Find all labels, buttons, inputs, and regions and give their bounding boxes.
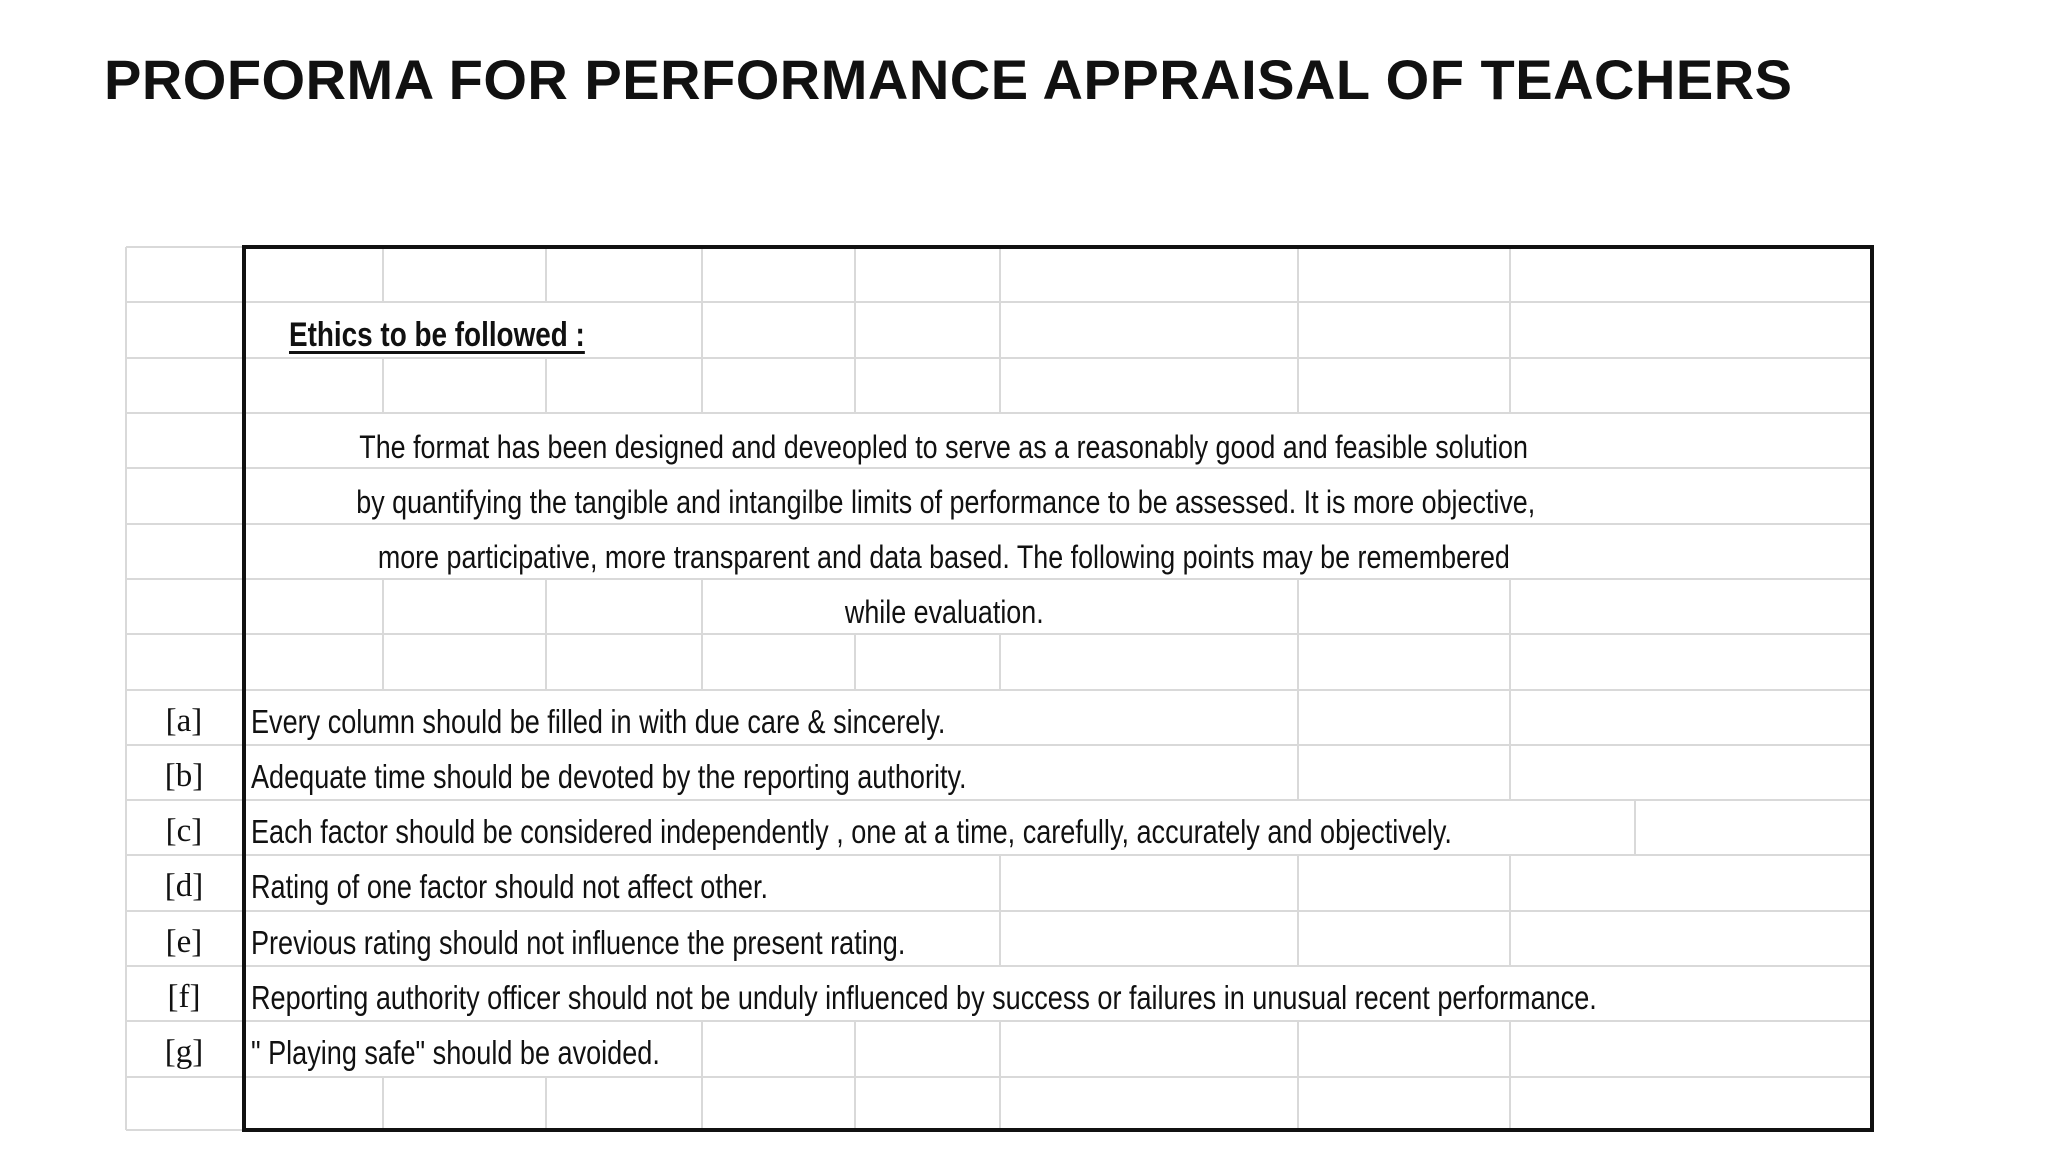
item-text: Reporting authority officer should not be unduly influenced by success or failures in unusual recent performance. — [251, 979, 1597, 1016]
ethics-paragraph-line: while evaluation. — [844, 594, 1044, 630]
ethics-paragraph-line: The format has been designed and deveopled to serve as a reasonably good and feasible solution — [359, 429, 1529, 465]
item-text: Previous rating should not influence the present rating. — [251, 924, 906, 961]
ethics-paragraph-line: by quantifying the tangible and intangilbe limits of performance to be assessed. It is more objective, — [356, 484, 1536, 520]
item-label: [g] — [164, 1034, 204, 1070]
item-label: [b] — [164, 758, 204, 794]
item-label: [c] — [165, 813, 203, 849]
item-label: [a] — [165, 703, 203, 739]
item-text: Every column should be filled in with due care & sincerely. — [251, 703, 946, 740]
item-label: [f] — [167, 979, 201, 1015]
item-text: Adequate time should be devoted by the reporting authority. — [251, 758, 967, 795]
item-label: [d] — [164, 868, 204, 904]
item-label: [e] — [165, 924, 203, 960]
page-title: PROFORMA FOR PERFORMANCE APPRAISAL OF TEACHERS — [104, 48, 1793, 111]
item-text: " Playing safe" should be avoided. — [251, 1034, 660, 1071]
item-text: Rating of one factor should not affect other. — [251, 868, 768, 905]
ethics-heading: Ethics to be followed : — [289, 316, 585, 354]
item-text: Each factor should be considered independently , one at a time, carefully, accurately and objectively. — [251, 813, 1452, 850]
ethics-paragraph-line: more participative, more transparent and data based. The following points may be remembered — [377, 539, 1511, 575]
